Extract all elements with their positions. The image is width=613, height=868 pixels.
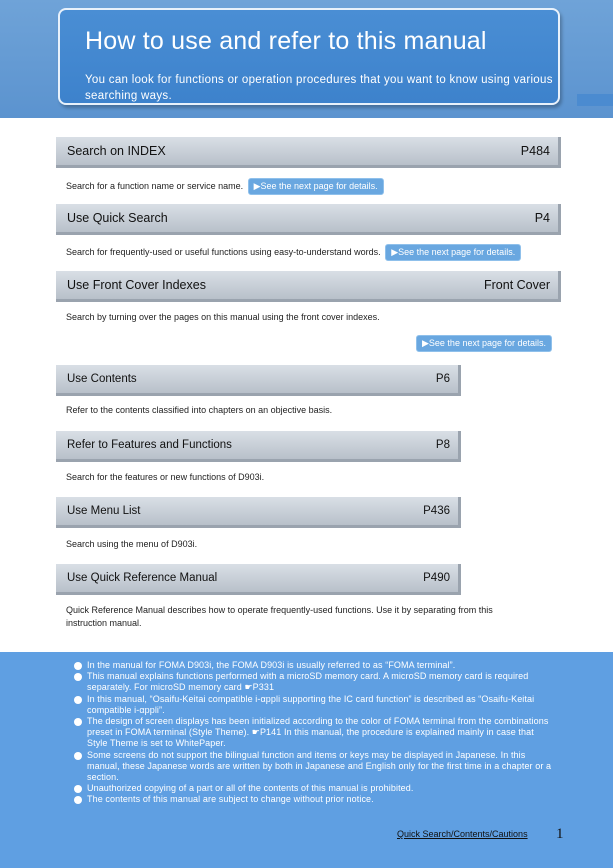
page-subtitle: You can look for functions or operation procedures that you want to know using various searching ways.	[85, 74, 553, 102]
note-text: The design of screen displays has been initialized according to the color of FOMA terminal from the combinations preset in FOMA terminal (Style Theme). ☛P141 In this manual, the procedure is explained mainly in case that Style Theme is set to WhitePaper.	[87, 716, 549, 749]
bullet-icon	[74, 673, 82, 681]
note-text: Unauthorized copying of a part or all of the contents of this manual is prohibited.	[87, 783, 414, 794]
note-text: The contents of this manual are subject to change without prior notice.	[87, 794, 374, 805]
section-bar-contents[interactable]	[56, 365, 461, 396]
page-number: 1	[556, 826, 564, 842]
section-description	[66, 244, 521, 261]
section-page-ref[interactable]: P490	[423, 572, 450, 584]
page-title: How to use and refer to this manual	[85, 27, 487, 55]
details-link[interactable]: ▶See the next page for details.	[385, 244, 521, 261]
section-description: Search using the menu of D903i.	[66, 539, 198, 549]
section-description	[66, 312, 380, 322]
note-item	[74, 783, 554, 794]
bullet-icon	[74, 718, 82, 726]
section-page-ref[interactable]: P4	[534, 211, 550, 225]
section-description: Search for the features or new functions of D903i.	[66, 472, 265, 482]
bullet-icon	[74, 696, 82, 704]
section-label: Use Quick Search	[67, 211, 168, 225]
section-label: Use Contents	[67, 373, 137, 385]
note-item	[74, 660, 554, 671]
section-page-ref[interactable]: P436	[423, 505, 450, 517]
section-description: Refer to the contents classified into chapters on an objective basis.	[66, 405, 333, 415]
bullet-icon	[74, 752, 82, 760]
note-item	[74, 716, 554, 750]
note-item	[74, 750, 554, 784]
section-bar-quick-reference[interactable]	[56, 564, 461, 595]
section-label: Use Quick Reference Manual	[67, 572, 218, 584]
note-text: In this manual, “Osaifu-Keitai compatible i-αppli supporting the IC card function” is described as “Osaifu-Keitai compatible i-αppli”.	[87, 693, 535, 715]
bullet-icon	[74, 796, 82, 804]
bullet-icon	[74, 785, 82, 793]
section-page-ref[interactable]: Front Cover	[484, 278, 550, 292]
section-page-ref[interactable]: P6	[435, 373, 450, 385]
header-tab-marker	[577, 94, 613, 106]
section-bar-features[interactable]	[56, 431, 461, 462]
note-item	[74, 694, 554, 716]
note-item	[74, 671, 554, 693]
section-label: Use Menu List	[67, 505, 141, 517]
notes-list	[74, 660, 554, 806]
section-bar-index[interactable]	[56, 137, 561, 168]
title-box	[58, 8, 560, 105]
section-description	[66, 178, 384, 195]
section-description: Quick Reference Manual describes how to operate frequently-used functions. Use it by separating from this instruction manual.	[66, 605, 493, 628]
footer-nav-link[interactable]: Quick Search/Contents/Cautions	[397, 829, 528, 839]
note-item	[74, 794, 554, 805]
section-description-text: Search for frequently-used or useful functions using easy-to-understand words.	[66, 247, 381, 257]
section-page-ref[interactable]: P8	[435, 439, 450, 451]
note-text: Some screens do not support the bilingual function and items or keys may be displayed in Japanese. In this manual, these Japanese words are written by both in Japanese and English only for the first time in a chapter or a section.	[87, 749, 552, 783]
section-label: Use Front Cover Indexes	[67, 278, 206, 292]
bullet-icon	[74, 662, 82, 670]
note-text: In the manual for FOMA D903i, the FOMA D903i is usually referred to as “FOMA terminal”.	[87, 660, 456, 670]
section-label: Search on INDEX	[67, 144, 166, 158]
note-text: This manual explains functions performed with a microSD memory card. A microSD memory card is required separately. For microSD memory card ☛P331	[87, 671, 529, 693]
section-bar-quick-search[interactable]	[56, 204, 561, 235]
section-description-text: Search by turning over the pages on this manual using the front cover indexes.	[66, 312, 380, 322]
details-link[interactable]: ▶See the next page for details.	[248, 178, 384, 195]
section-description-text: Search for a function name or service name.	[66, 181, 244, 191]
section-page-ref[interactable]: P484	[520, 144, 550, 158]
section-bar-front-cover[interactable]	[56, 271, 561, 302]
details-link[interactable]: ▶See the next page for details.	[416, 335, 552, 352]
section-label: Refer to Features and Functions	[67, 439, 232, 451]
section-bar-menu-list[interactable]	[56, 497, 461, 528]
